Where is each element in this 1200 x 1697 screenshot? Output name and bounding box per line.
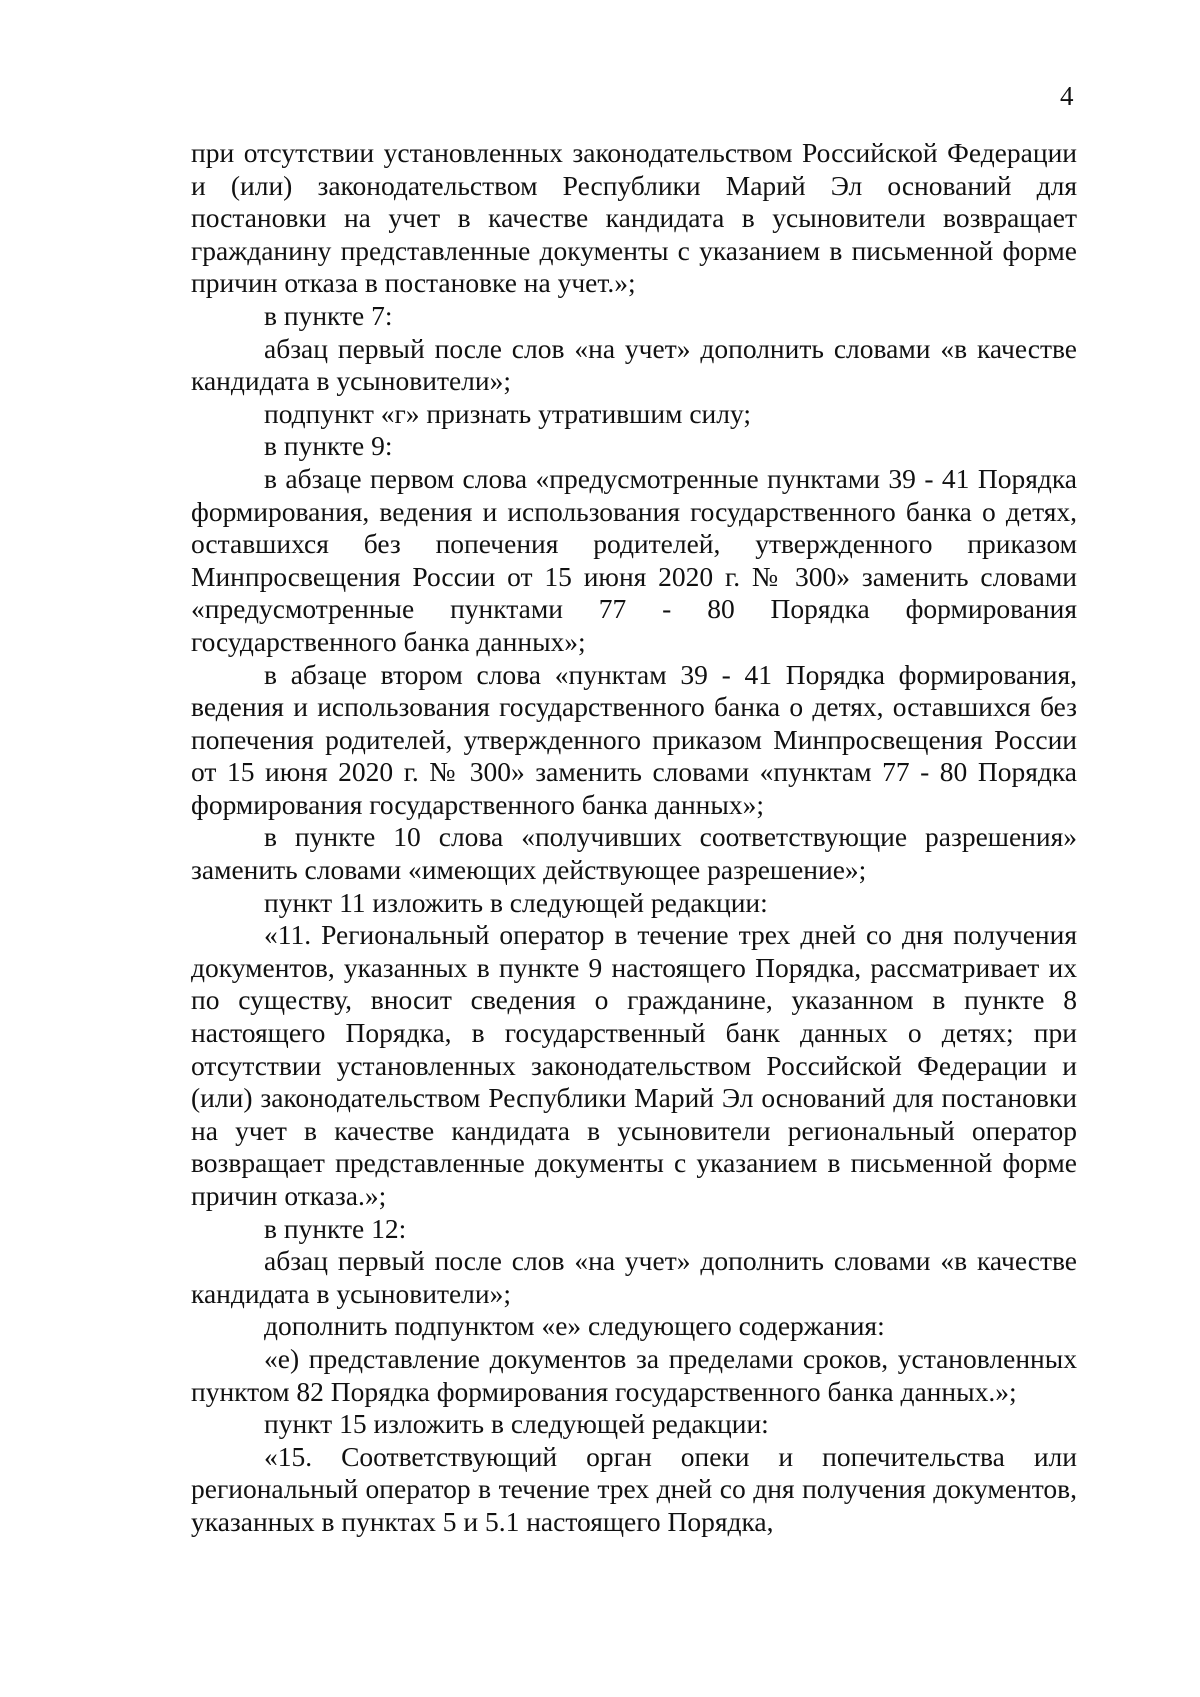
page-number: 4 — [1060, 81, 1074, 111]
paragraph: в пункте 10 слова «получивших соответствующие разрешения» заменить словами «имеющих действующее разрешение»; — [191, 821, 1077, 886]
paragraph: при отсутствии установленных законодательством Российской Федерации и (или) законодательством Республики Марий Эл оснований для постановки на учет в качестве кандидата в усыновители возвращает гражданину представленные документы с указанием в письменной форме причин отказа в постановке на учет.»; — [191, 137, 1077, 299]
paragraph: «15. Соответствующий орган опеки и попечительства или региональный оператор в течение трех дней со дня получения документов, указанных в пунктах 5 и 5.1 настоящего Порядка, — [191, 1440, 1077, 1537]
paragraph: «11. Региональный оператор в течение трех дней со дня получения документов, указанных в пункте 9 настоящего Порядка, рассматривает их по существу, вносит сведения о гражданине, указанном в пункте 8 настоящего Порядка, в государственный банк данных о детях; при отсутствии установленных законодательством Российской Федерации и (или) законодательством Республики Марий Эл оснований для постановки на учет в качестве кандидата в усыновители региональный оператор возвращает представленные документы с указанием в письменной форме причин отказа.»; — [191, 919, 1077, 1211]
paragraph: пункт 11 изложить в следующей редакции: — [264, 886, 768, 918]
paragraph: дополнить подпунктом «е» следующего содержания: — [264, 1310, 885, 1342]
paragraph: в пункте 9: — [264, 430, 393, 462]
paragraph: в абзаце втором слова «пунктам 39 - 41 Порядка формирования, ведения и использования государственного банка о детях, оставшихся без попечения родителей, утвержденного приказом Минпросвещения России от 15 июня 2020 г. № 300» заменить словами «пунктам 77 - 80 Порядка формирования государственного банка данных»; — [191, 658, 1077, 820]
paragraph: абзац первый после слов «на учет» дополнить словами «в качестве кандидата в усыновители»; — [191, 1245, 1077, 1309]
paragraph: в абзаце первом слова «предусмотренные пунктами 39 - 41 Порядка формирования, ведения и использования государственного банка о детях, оставшихся без попечения родителей, утвержденного приказом Минпросвещения России от 15 июня 2020 г. № 300» заменить словами «предусмотренные пунктами 77 - 80 Порядка формирования государственного банка данных»; — [191, 462, 1077, 657]
paragraph: пункт 15 изложить в следующей редакции: — [264, 1408, 769, 1440]
paragraph: подпункт «г» признать утратившим силу; — [264, 397, 751, 429]
paragraph: в пункте 7: — [264, 299, 393, 331]
document-body — [191, 137, 1077, 1539]
paragraph: в пункте 12: — [264, 1212, 407, 1244]
paragraph: «е) представление документов за пределами сроков, установленных пунктом 82 Порядка формирования государственного банка данных.»; — [191, 1342, 1077, 1407]
paragraph: абзац первый после слов «на учет» дополнить словами «в качестве кандидата в усыновители»; — [191, 332, 1077, 397]
